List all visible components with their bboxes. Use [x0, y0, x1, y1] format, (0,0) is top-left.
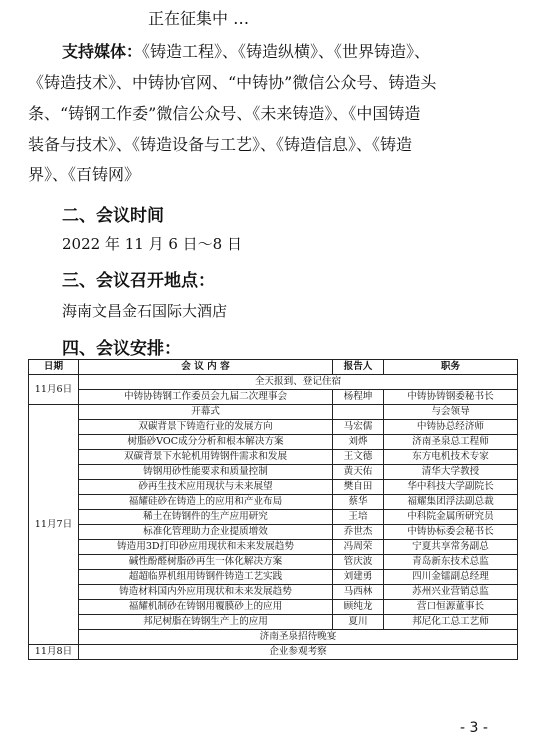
speaker-cell: 杨程坤 [333, 390, 384, 405]
content-cell: 开幕式 [79, 405, 333, 420]
table-row [29, 465, 518, 480]
schedule-table [28, 359, 518, 660]
place-heading: 三、会议召开地点： [62, 271, 215, 291]
speaker-cell: 马西林 [333, 585, 384, 600]
table-row [29, 555, 518, 570]
schedule-heading: 四、会议安排： [62, 339, 181, 359]
media-line-4: 装备与技术》、《铸造设备与工艺》、《铸造信息》、《铸造 [28, 135, 413, 154]
speaker-cell: 管庆波 [333, 555, 384, 570]
table-row [29, 405, 518, 420]
content-cell: 济南圣泉招待晚宴 [79, 630, 518, 645]
table-row [29, 540, 518, 555]
content-cell: 双碳背景下铸造行业的发展方向 [79, 420, 333, 435]
table-row [29, 585, 518, 600]
media-line-1-text: 《铸造工程》、《铸造纵横》、《世界铸造》、 [142, 42, 431, 61]
speaker-cell: 黄天佑 [333, 465, 384, 480]
speaker-cell: 乔世杰 [333, 525, 384, 540]
content-cell: 中铸协铸钢工作委员会九届二次理事会 [79, 390, 333, 405]
content-cell: 福耀硅砂在铸造上的应用和产业布局 [79, 495, 333, 510]
speaker-cell: 刘烨 [333, 435, 384, 450]
date-cell: 11月7日 [29, 405, 79, 645]
column-header: 日期 [29, 360, 79, 375]
speaker-cell: 顾纯龙 [333, 600, 384, 615]
content-cell: 稀土在铸钢件的生产应用研究 [79, 510, 333, 525]
title-cell: 中铸协总经济师 [384, 420, 518, 435]
content-cell: 全天报到、登记住宿 [79, 375, 518, 390]
speaker-cell [333, 405, 384, 420]
column-header: 报告人 [333, 360, 384, 375]
table-row [29, 420, 518, 435]
content-cell: 铸造用3D打印砂应用现状和未来发展趋势 [79, 540, 333, 555]
time-heading: 二、会议时间 [62, 206, 164, 226]
content-cell: 碱性酚醛树脂砂再生一体化解决方案 [79, 555, 333, 570]
speaker-cell: 王培 [333, 510, 384, 525]
media-line-2: 《铸造技术》、中铸协官网、“中铸协”微信公众号、铸造头 [28, 73, 437, 92]
table-row [29, 570, 518, 585]
content-cell: 砂再生技术应用现状与未来展望 [79, 480, 333, 495]
title-cell: 中科院金属所研究员 [384, 510, 518, 525]
title-cell: 四川金镭副总经理 [384, 570, 518, 585]
content-cell: 福耀机制砂在铸钢用覆膜砂上的应用 [79, 600, 333, 615]
table-header-row [29, 360, 518, 375]
media-label: 支持媒体： [62, 42, 143, 61]
place-value: 海南文昌金石国际大酒店 [62, 302, 228, 320]
title-cell: 宁夏共享常务副总 [384, 540, 518, 555]
time-value: 2022 年 11 月 6 日～8 日 [62, 235, 242, 253]
title-cell: 中铸协铸钢委秘书长 [384, 390, 518, 405]
table-row [29, 375, 518, 390]
column-header: 职务 [384, 360, 518, 375]
speaker-cell: 冯周荣 [333, 540, 384, 555]
table-row [29, 435, 518, 450]
table-row [29, 615, 518, 630]
content-cell: 标准化管理助力企业提质增效 [79, 525, 333, 540]
content-cell: 双碳背景下水轮机用铸钢件需求和发展 [79, 450, 333, 465]
title-cell: 青岛新东技术总监 [384, 555, 518, 570]
page-number: - 3 - [460, 720, 488, 736]
table-row [29, 510, 518, 525]
title-cell: 营口恒源董事长 [384, 600, 518, 615]
content-cell: 超超临界机组用铸钢件铸造工艺实践 [79, 570, 333, 585]
title-cell: 福耀集团浮法副总裁 [384, 495, 518, 510]
speaker-cell: 夏川 [333, 615, 384, 630]
collecting-text: 正在征集中 … [148, 9, 250, 28]
title-cell: 东方电机技术专家 [384, 450, 518, 465]
title-cell: 邦尼化工总工艺师 [384, 615, 518, 630]
date-cell: 11月6日 [29, 375, 79, 405]
title-cell: 华中科技大学副院长 [384, 480, 518, 495]
table-row [29, 390, 518, 405]
speaker-cell: 蔡华 [333, 495, 384, 510]
content-cell: 铸钢用砂性能要求和质量控制 [79, 465, 333, 480]
table-row [29, 495, 518, 510]
speaker-cell: 刘建勇 [333, 570, 384, 585]
media-line-5: 界》、《百铸网》 [28, 165, 141, 184]
speaker-cell: 樊自田 [333, 480, 384, 495]
content-cell: 铸造材料国内外应用现状和未来发展趋势 [79, 585, 333, 600]
table-row [29, 600, 518, 615]
date-cell: 11月8日 [29, 645, 79, 660]
table-row [29, 480, 518, 495]
title-cell: 与会领导 [384, 405, 518, 420]
speaker-cell: 马宏儒 [333, 420, 384, 435]
title-cell: 清华大学教授 [384, 465, 518, 480]
table-row [29, 525, 518, 540]
speaker-cell: 王文德 [333, 450, 384, 465]
content-cell: 企业参观考察 [79, 645, 518, 660]
content-cell: 树脂砂VOC成分分析和根本解决方案 [79, 435, 333, 450]
table-row [29, 645, 518, 660]
content-cell: 邦尼树脂在铸钢生产上的应用 [79, 615, 333, 630]
title-cell: 中铸协标委会秘书长 [384, 525, 518, 540]
title-cell: 济南圣泉总工程师 [384, 435, 518, 450]
table-row [29, 450, 518, 465]
column-header: 会 议 内 容 [79, 360, 333, 375]
table-row [29, 630, 518, 645]
media-line-1 [62, 39, 430, 62]
media-line-3: 条、“铸钢工作委”微信公众号、《未来铸造》、《中国铸造 [28, 104, 421, 123]
title-cell: 苏州兴业营销总监 [384, 585, 518, 600]
